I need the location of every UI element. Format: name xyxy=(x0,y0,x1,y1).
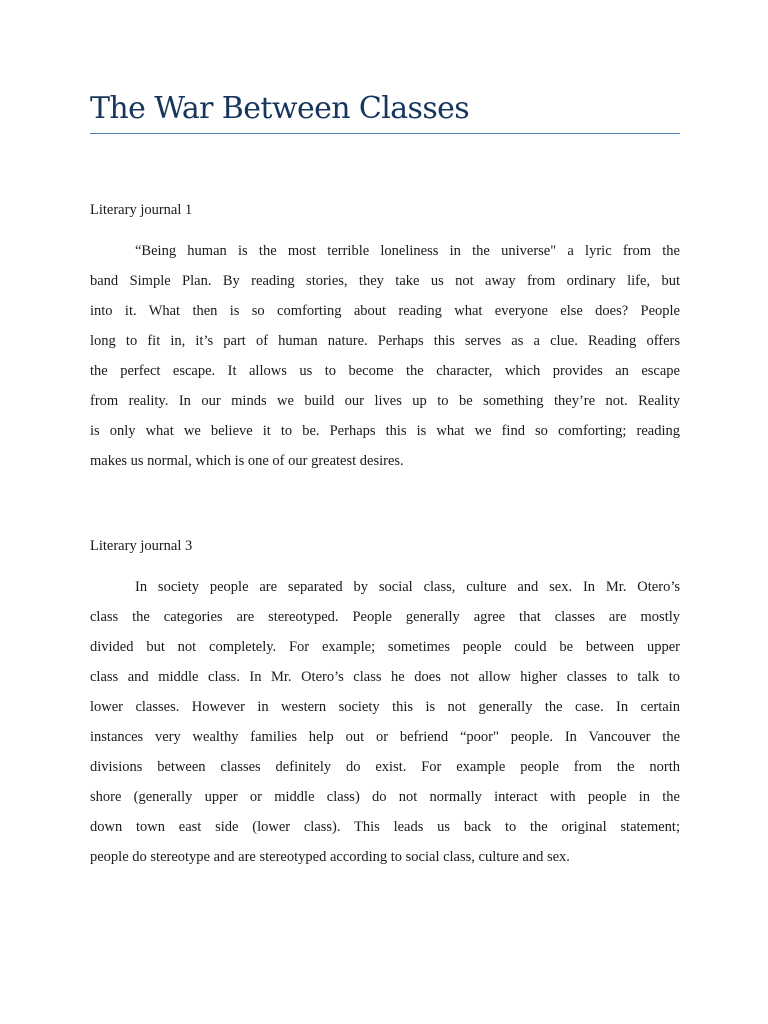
paragraph-line: divided but not completely. For example; sometimes people could be between upper xyxy=(90,639,680,655)
section-paragraph-journal-3 xyxy=(90,572,680,872)
section-paragraph-journal-1 xyxy=(90,236,680,476)
paragraph-line: long to fit in, it’s part of human nature. Perhaps this serves as a clue. Reading offers xyxy=(90,333,680,349)
paragraph-line: is only what we believe it to be. Perhaps this is what we find so comforting; reading xyxy=(90,423,680,439)
paragraph-line: In society people are separated by social class, culture and sex. In Mr. Otero’s xyxy=(135,579,680,595)
paragraph-line: instances very wealthy families help out or befriend “poor" people. In Vancouver the xyxy=(90,729,680,745)
paragraph-line: class the categories are stereotyped. People generally agree that classes are mostly xyxy=(90,609,680,625)
paragraph-line: people do stereotype and are stereotyped according to social class, culture and sex. xyxy=(90,849,570,865)
paragraph-line: the perfect escape. It allows us to become the character, which provides an escape xyxy=(90,363,680,379)
paragraph-line: makes us normal, which is one of our greatest desires. xyxy=(90,453,404,469)
document-title: The War Between Classes xyxy=(90,91,470,126)
paragraph-line: class and middle class. In Mr. Otero’s class he does not allow higher classes to talk to xyxy=(90,669,680,685)
section-heading-journal-3: Literary journal 3 xyxy=(90,538,193,554)
title-underline xyxy=(90,133,680,134)
paragraph-line: shore (generally upper or middle class) do not normally interact with people in the xyxy=(90,789,680,805)
paragraph-line: divisions between classes definitely do exist. For example people from the north xyxy=(90,759,680,775)
section-heading-journal-1: Literary journal 1 xyxy=(90,202,193,218)
paragraph-line: “Being human is the most terrible loneliness in the universe" a lyric from the xyxy=(135,243,680,259)
paragraph-line: into it. What then is so comforting about reading what everyone else does? People xyxy=(90,303,680,319)
paragraph-line: lower classes. However in western society this is not generally the case. In certain xyxy=(90,699,680,715)
paragraph-line: band Simple Plan. By reading stories, they take us not away from ordinary life, but xyxy=(90,273,680,289)
paragraph-line: from reality. In our minds we build our lives up to be something they’re not. Reality xyxy=(90,393,680,409)
paragraph-line: down town east side (lower class). This leads us back to the original statement; xyxy=(90,819,680,835)
